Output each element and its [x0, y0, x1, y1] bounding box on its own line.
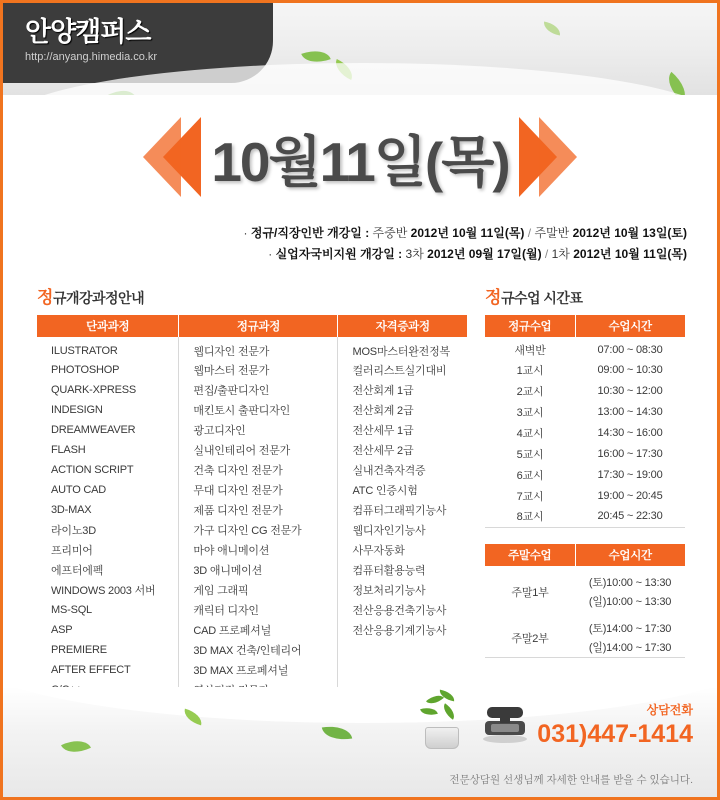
table-row [485, 422, 685, 443]
table-row [37, 560, 467, 580]
note-bullet: · [243, 226, 248, 240]
table-row [485, 337, 685, 359]
cell-jeonggyu: 3D MAX 건축/인테리어 [179, 640, 338, 660]
page-header [3, 3, 717, 95]
note-part2-value: 2012년 10월 13일(토) [572, 226, 687, 240]
column-header: 정규과정 [179, 315, 338, 337]
table-row [485, 464, 685, 485]
cell-jeonggyu: 광고디자인 [179, 420, 338, 440]
cell-danwa: 라이노3D [51, 525, 96, 537]
cell-period: 7교시 [516, 490, 544, 503]
table-row [485, 359, 685, 380]
courses-table-body [37, 337, 467, 700]
cell-danwa: FLASH [51, 444, 86, 456]
campus-url: http://anyang.himedia.co.kr [25, 51, 158, 63]
timetable-title-first-char: 정 [485, 288, 501, 307]
cell-jeonggyu: 3D 애니메이션 [179, 560, 338, 580]
cell-time: 17:30 ~ 19:00 [597, 468, 663, 481]
cell-time: (일)10:00 ~ 13:30 [588, 596, 672, 608]
contact-note: 전문상담원 선생님께 자세한 안내를 받을 수 있습니다. [449, 774, 693, 786]
note-separator: / [544, 247, 549, 261]
table-row [37, 620, 467, 640]
cell-jagyeok [338, 640, 467, 660]
phone-icon [478, 699, 532, 743]
cell-jagyeok: 전산응용기계기능사 [338, 620, 467, 640]
cell-period: 3교시 [516, 406, 544, 419]
cell-jagyeok: 전산회계 2급 [338, 400, 467, 420]
column-header: 자격증과정 [338, 315, 467, 337]
cell-jeonggyu: 건축 디자인 전문가 [179, 460, 338, 480]
column-header: 정규수업 [485, 315, 575, 337]
courses-section [37, 283, 467, 701]
cell-time: (일)14:00 ~ 17:30 [588, 641, 672, 654]
table-header-row [485, 315, 685, 337]
cell-jagyeok: ATC 인증시험 [338, 480, 467, 500]
column-header: 수업시간 [575, 315, 685, 337]
table-row [485, 612, 685, 637]
cell-jagyeok: 전산세무 2급 [338, 440, 467, 460]
cell-jagyeok: 정보처리기능사 [338, 580, 467, 600]
table-row [37, 337, 467, 360]
weekend-timetable-body [485, 566, 685, 658]
column-header: 주말수업 [485, 544, 575, 566]
table-header-row [37, 315, 467, 337]
note-part1-prefix: 주중반 [372, 226, 408, 240]
cell-jeonggyu: 웹디자인 전문가 [179, 337, 338, 360]
cell-period: 6교시 [516, 469, 544, 482]
table-row [485, 566, 685, 591]
cell-danwa: WINDOWS 2003 서버 [51, 585, 156, 597]
courses-title-first-char: 정 [37, 288, 53, 307]
cell-danwa: AUTO CAD [51, 484, 107, 496]
cell-time: 16:00 ~ 17:30 [597, 447, 663, 460]
cell-time: 14:30 ~ 16:00 [597, 426, 663, 439]
table-row [37, 460, 467, 480]
cell-jeonggyu: 매킨토시 출판디자인 [179, 400, 338, 420]
cell-jagyeok: 전산응용건축기능사 [338, 600, 467, 620]
table-row [485, 485, 685, 506]
table-row [37, 440, 467, 460]
cell-danwa: QUARK-XPRESS [51, 384, 137, 396]
cell-jeonggyu: 무대 디자인 전문가 [179, 480, 338, 500]
timetable-section-title [485, 283, 685, 308]
cell-time: 07:00 ~ 08:30 [597, 344, 663, 356]
cell-danwa: ACTION SCRIPT [51, 464, 134, 476]
cell-time: 09:00 ~ 10:30 [597, 363, 663, 376]
cell-time: (토)14:00 ~ 17:30 [588, 622, 672, 635]
cell-weekend-label: 주말1부 [511, 587, 549, 599]
cell-jeonggyu: 가구 디자인 CG 전문가 [179, 520, 338, 540]
cell-jeonggyu: 마야 애니메이션 [179, 540, 338, 560]
note-line [33, 223, 687, 244]
cell-danwa: 에프터에펙 [51, 565, 104, 577]
note-line [33, 244, 687, 265]
courses-section-title [37, 283, 467, 308]
cell-jagyeok: MOS마스터완전정복 [338, 337, 467, 360]
table-row [485, 401, 685, 422]
cell-jeonggyu: 3D MAX 프로페셔널 [179, 660, 338, 680]
cell-jagyeok: 웹디자인기능사 [338, 520, 467, 540]
table-row [37, 480, 467, 500]
chevron-left-icon [143, 117, 181, 197]
courses-table-head [37, 315, 467, 337]
table-row [37, 600, 467, 620]
cell-jagyeok: 전산회계 1급 [338, 380, 467, 400]
main-content [3, 265, 717, 701]
banner-date-title: 10월11일(목) [211, 130, 509, 193]
table-row [37, 540, 467, 560]
table-row [485, 506, 685, 527]
note-bullet: · [268, 247, 273, 261]
cell-period: 1교시 [516, 364, 544, 377]
table-header-row [485, 544, 685, 566]
cell-jagyeok [338, 660, 467, 680]
regular-timetable [485, 315, 685, 528]
note-part2-prefix: 1차 [551, 247, 570, 261]
table-row [485, 443, 685, 464]
table-row [37, 640, 467, 660]
cell-danwa: ASP [51, 624, 73, 636]
contact-label: 상담전화 [646, 703, 693, 717]
column-header: 수업시간 [575, 544, 685, 566]
leaf-icon [61, 734, 91, 759]
table-row [37, 420, 467, 440]
page-footer [3, 687, 717, 797]
table-row [37, 580, 467, 600]
campus-title: 안양캠퍼스 [25, 17, 151, 47]
cell-jagyeok: 사무자동화 [338, 540, 467, 560]
cell-jagyeok: 컴퓨터활용능력 [338, 560, 467, 580]
cell-jeonggyu: 편집/출판디자인 [179, 380, 338, 400]
table-row [37, 660, 467, 680]
cell-jeonggyu: 게임 그래픽 [179, 580, 338, 600]
note-separator: / [527, 226, 532, 240]
cell-jeonggyu: 제품 디자인 전문가 [179, 500, 338, 520]
cell-jagyeok: 실내건축자격증 [338, 460, 467, 480]
schedule-notes [3, 223, 717, 265]
note-part1-prefix: 3차 [405, 247, 424, 261]
cell-time: 13:00 ~ 14:30 [597, 405, 663, 418]
cell-period: 2교시 [516, 385, 544, 398]
cell-time: 20:45 ~ 22:30 [597, 510, 663, 523]
table-row [37, 380, 467, 400]
cell-danwa: 프리미어 [51, 545, 93, 557]
note-part1-value: 2012년 09월 17일(월) [427, 247, 542, 261]
note-part2-value: 2012년 10월 11일(목) [573, 247, 687, 261]
cell-danwa: DREAMWEAVER [51, 424, 136, 436]
regular-timetable-head [485, 315, 685, 337]
table-row [37, 400, 467, 420]
cell-period: 5교시 [516, 448, 544, 461]
cell-danwa: INDESIGN [51, 404, 103, 416]
note-label: 실업자국비지원 개강일 : [275, 247, 403, 261]
courses-table [37, 315, 467, 701]
cell-jeonggyu: 웹마스터 전문가 [179, 360, 338, 380]
date-banner [3, 101, 717, 213]
courses-title-rest: 규개강과정안내 [52, 290, 145, 306]
cell-jagyeok: 컴퓨터그래픽기능사 [338, 500, 467, 520]
weekend-timetable-head [485, 544, 685, 566]
cell-time: (토)10:00 ~ 13:30 [588, 576, 672, 589]
cell-danwa: PREMIERE [51, 644, 107, 656]
cell-danwa: 3D-MAX [51, 504, 92, 516]
cell-period: 4교시 [516, 427, 544, 440]
cell-jagyeok: 컬러리스트실기대비 [338, 360, 467, 380]
cell-jeonggyu: 캐릭터 디자인 [179, 600, 338, 620]
cell-jagyeok: 전산세무 1급 [338, 420, 467, 440]
plant-decoration [419, 691, 465, 749]
cell-jeonggyu: 실내인테리어 전문가 [179, 440, 338, 460]
cell-danwa: MS-SQL [51, 604, 92, 616]
cell-period: 새벽반 [514, 345, 546, 357]
note-label: 정규/직장인반 개강일 : [250, 226, 370, 240]
chevron-right-icon [539, 117, 577, 197]
contact-phone[interactable]: 031)447-1414 [537, 720, 693, 748]
leaf-icon [542, 22, 562, 36]
cell-danwa: ILUSTRATOR [51, 345, 118, 357]
weekend-timetable-block [485, 544, 685, 659]
table-row [37, 360, 467, 380]
table-row [485, 380, 685, 401]
cell-danwa: AFTER EFFECT [51, 664, 131, 676]
regular-timetable-body [485, 337, 685, 527]
timetable-title-rest: 규수업 시간표 [500, 290, 583, 306]
table-row [37, 520, 467, 540]
plant-pot [425, 727, 459, 749]
contact-block [537, 701, 693, 748]
table-row [37, 500, 467, 520]
cell-danwa: PHOTOSHOP [51, 364, 120, 376]
cell-weekend-label: 주말2부 [511, 632, 549, 645]
note-part2-prefix: 주말반 [534, 226, 570, 240]
cell-period: 8교시 [516, 511, 544, 524]
cell-jeonggyu: CAD 프로페셔널 [179, 620, 338, 640]
cell-time: 19:00 ~ 20:45 [597, 489, 663, 502]
leaf-icon [322, 723, 352, 744]
weekend-timetable [485, 544, 685, 659]
cell-time: 10:30 ~ 12:00 [597, 384, 663, 397]
column-header: 단과과정 [37, 315, 179, 337]
note-part1-value: 2012년 10월 11일(목) [410, 226, 525, 240]
timetable-section [485, 283, 685, 701]
